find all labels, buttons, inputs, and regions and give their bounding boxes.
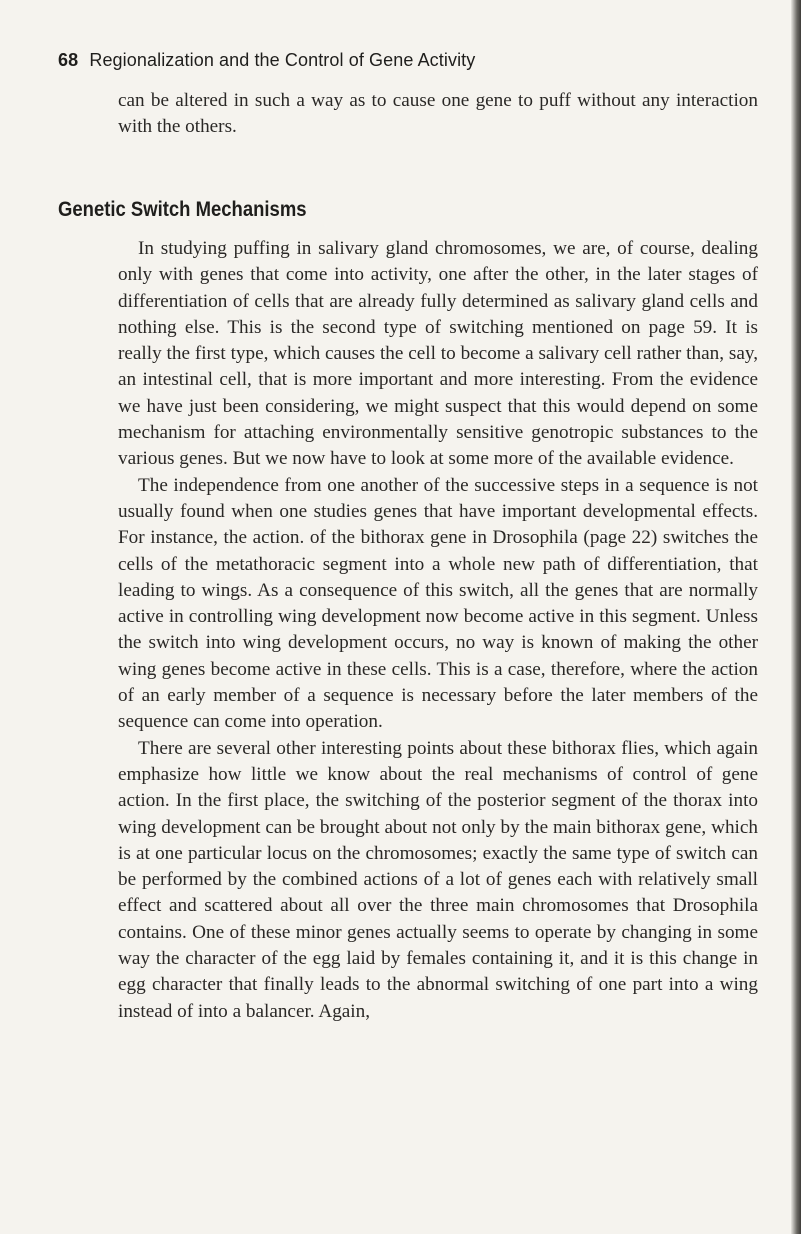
running-title: Regionalization and the Control of Gene Activity (89, 50, 476, 70)
paragraph-3: There are several other interesting points about these bithorax flies, which again emphasize how little we know about the real mechanisms of control of gene action. In the first place, the switching of the posterior segment of the thorax into wing development can be brought about not only by the main bithorax gene, which is at one particular locus on the chromosomes; exactly the same type of switch can be performed by the combined actions of a lot of genes each with relatively small effect and scattered about all over the three main chromosomes that Drosophila contains. One of these minor genes actually seems to operate by changing in some way the character of the egg laid by females containing it, and it is this change in egg character that finally leads to the abnormal switching of one part into a wing instead of into a balancer. Again, (118, 737, 758, 1022)
intro-text: can be altered in such a way as to cause one gene to puff without any interaction with the others. (118, 90, 758, 138)
section-heading: Genetic Switch Mechanisms (58, 198, 307, 221)
running-header (58, 50, 475, 71)
page-edge-shadow (791, 0, 801, 1234)
continued-paragraph (118, 88, 758, 141)
paragraph-1: In studying puffing in salivary gland chromosomes, we are, of course, dealing only with genes that come into activity, one after the other, in the later stages of differentiation of cells that are already fully determined as salivary gland cells and nothing else. This is the second type of switching mentioned on page 59. It is really the first type, which causes the cell to become a salivary cell rather than, say, an intestinal cell, that is more important and more interesting. From the evidence we have just been considering, we might suspect that this would depend on some mechanism for attaching environmentally sensitive genotropic substances to the various genes. But we now have to look at some more of the available evidence. (118, 238, 758, 470)
paragraph-2: The independence from one another of the successive steps in a sequence is not usually found when one studies genes that have important developmental effects. For instance, the action. of the bithorax gene in Drosophila (page 22) switches the cells of the metathoracic segment into a whole new path of differentiation, that leading to wings. As a consequence of this switch, all the genes that are normally active in controlling wing development now become active in this segment. Unless the switch into wing development occurs, no way is known of making the other wing genes become active in these cells. This is a case, therefore, where the action of an early member of a sequence is necessary before the later members of the sequence can come into operation. (118, 474, 758, 733)
page-number: 68 (58, 50, 79, 70)
section-body (118, 236, 758, 1025)
